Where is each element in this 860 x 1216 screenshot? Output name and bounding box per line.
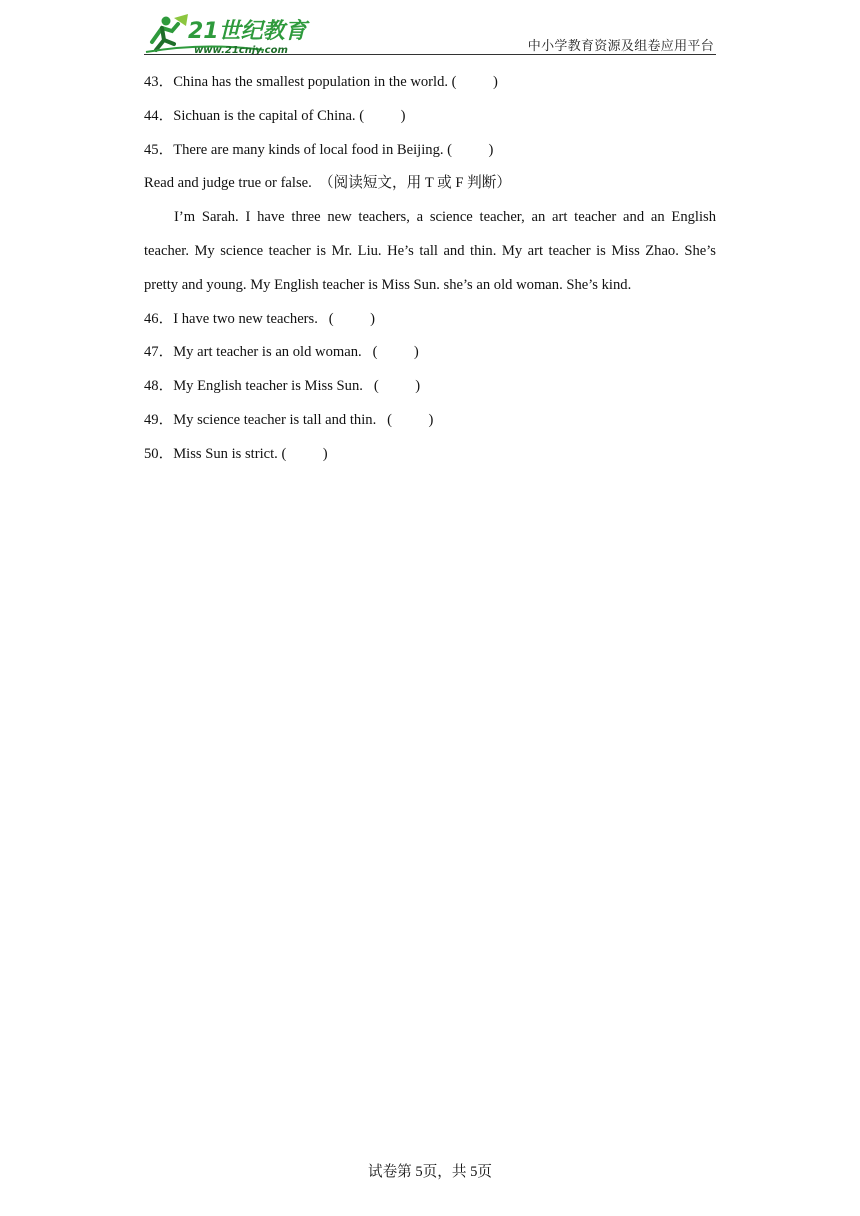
site-name: 中小学教育资源及组卷应用平台 xyxy=(527,39,714,54)
reading-passage: I’m Sarah. I have three new teachers, a science teacher, an art teacher and an English teacher. My science teacher is Mr. Liu. He’s tall and thin. My art teacher is Miss Zhao. She’s pretty and young. My English teacher is Miss Sun. she’s an old woman. She’s kind. xyxy=(144,209,716,293)
question-number: 45． xyxy=(144,141,174,158)
question-text: My English teacher is Miss Sun. ( ) xyxy=(173,378,421,395)
question-text: I have two new teachers. ( ) xyxy=(173,310,376,327)
svg-text:www.21cnjy.com: www.21cnjy.com xyxy=(194,45,288,56)
question-44 xyxy=(144,100,716,134)
question-text: Miss Sun is strict. ( ) xyxy=(173,445,328,462)
page-content xyxy=(144,66,716,472)
question-48 xyxy=(144,370,716,404)
question-text: My science teacher is tall and thin. ( ) xyxy=(173,411,434,428)
svg-text:21世纪教育: 21世纪教育 xyxy=(188,19,307,44)
question-number: 43． xyxy=(144,74,174,90)
question-47 xyxy=(144,336,716,370)
question-49 xyxy=(144,404,716,438)
question-46 xyxy=(144,303,716,337)
question-text: My art teacher is an old woman. ( ) xyxy=(173,344,419,361)
runner-logo-icon xyxy=(144,12,314,56)
question-number: 47． xyxy=(144,344,174,361)
question-number: 48． xyxy=(144,378,174,395)
header-divider xyxy=(144,54,716,55)
question-number: 46． xyxy=(144,310,174,327)
question-text: China has the smallest population in the world. ( ) xyxy=(173,74,498,90)
page-header xyxy=(144,8,716,56)
question-number: 44． xyxy=(144,107,174,124)
page-footer: 试卷第 5页，共 5页 xyxy=(367,1164,493,1180)
question-number: 49． xyxy=(144,411,174,428)
question-number: 50． xyxy=(144,445,174,462)
question-50 xyxy=(144,438,716,472)
question-43 xyxy=(144,66,716,100)
section-instruction: Read and judge true or false. （阅读短文，用 T 或 F 判断） xyxy=(144,175,511,192)
question-text: Sichuan is the capital of China. ( ) xyxy=(173,107,406,124)
question-45 xyxy=(144,134,716,168)
logo xyxy=(144,12,314,56)
question-text: There are many kinds of local food in Beijing. ( ) xyxy=(173,141,494,158)
